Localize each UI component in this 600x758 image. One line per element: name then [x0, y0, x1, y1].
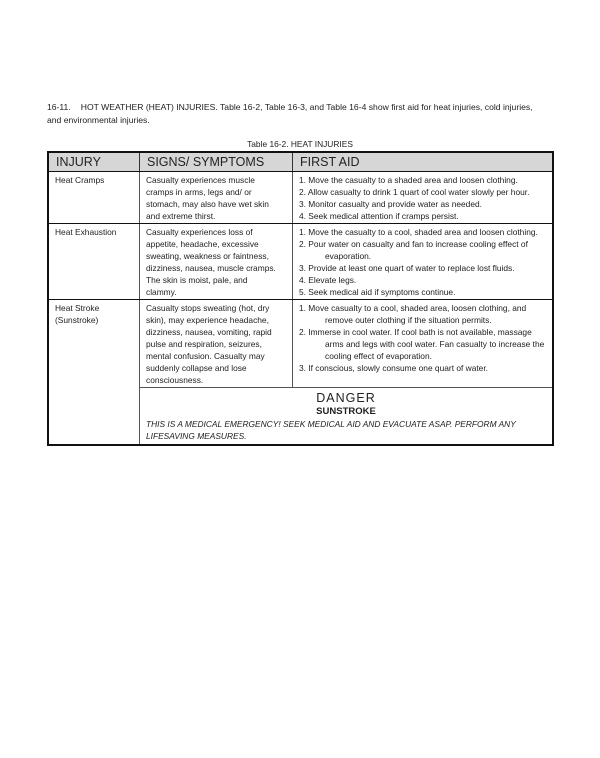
- first-aid-step: 1. Move the casualty to a shaded area and loosen clothing.: [299, 175, 518, 185]
- symptom-line: Casualty experiences muscle: [146, 175, 255, 185]
- symptom-line: cramps in arms, legs and/ or: [146, 187, 252, 197]
- header-injury: INJURY: [48, 152, 140, 172]
- table-row: [48, 300, 553, 388]
- symptom-line: pulse and respiration, seizures,: [146, 339, 262, 349]
- heat-injuries-table: [47, 151, 554, 446]
- intro-text: HOT WEATHER (HEAT) INJURIES. Table 16-2, Table 16-3, and Table 16-4 show first aid for heat injuries, cold injuries,: [80, 102, 533, 112]
- signs-symptoms-cell: [140, 172, 293, 224]
- header-first-aid: FIRST AID: [293, 152, 554, 172]
- first-aid-step: 4. Seek medical attention if cramps persist.: [299, 211, 459, 221]
- first-aid-step: 2. Allow casualty to drink 1 quart of cool water slowly per hour.: [299, 187, 530, 197]
- injury-cell: [48, 300, 140, 446]
- symptom-line: appetite, headache, excessive: [146, 239, 259, 249]
- table-caption: Table 16-2. HEAT INJURIES: [247, 139, 353, 149]
- symptom-line: skin), may experience headache,: [146, 315, 269, 325]
- first-aid-cell: [293, 224, 554, 300]
- symptom-line: stomach, may also have wet skin: [146, 199, 269, 209]
- signs-symptoms-cell: [140, 300, 293, 388]
- first-aid-step: 5. Seek medical aid if symptoms continue.: [299, 287, 456, 297]
- header-signs-symptoms: SIGNS/ SYMPTOMS: [140, 152, 293, 172]
- injury-name: Heat Exhaustion: [55, 227, 117, 237]
- intro-paragraph: [47, 101, 557, 127]
- first-aid-step: 3. Monitor casualty and provide water as needed.: [299, 199, 482, 209]
- intro-text-continued: and environmental injuries.: [47, 115, 150, 125]
- danger-text: THIS IS A MEDICAL EMERGENCY! SEEK MEDICAL AID AND EVACUATE ASAP. PERFORM ANY LIFESAVING MEASURES.: [146, 419, 516, 441]
- table-row: [48, 224, 553, 300]
- injury-cell: [48, 172, 140, 224]
- first-aid-step: 2. Immerse in cool water. If cool bath is not available, massage: [299, 327, 532, 337]
- injury-name: (Sunstroke): [55, 315, 99, 325]
- symptom-line: consciousness.: [146, 375, 204, 385]
- symptom-line: sweating, weakness or faintness,: [146, 251, 269, 261]
- symptom-line: suddenly collapse and lose: [146, 363, 247, 373]
- symptom-line: mental confusion. Casualty may: [146, 351, 265, 361]
- first-aid-step: remove outer clothing if the situation permits.: [325, 315, 492, 325]
- symptom-line: clammy.: [146, 287, 177, 297]
- injury-name: Heat Stroke: [55, 303, 100, 313]
- first-aid-step: 3. If conscious, slowly consume one quart of water.: [299, 363, 488, 373]
- signs-symptoms-cell: [140, 224, 293, 300]
- symptom-line: Casualty stops sweating (hot, dry: [146, 303, 270, 313]
- symptom-line: dizziness, nausea, vomiting, rapid: [146, 327, 272, 337]
- injury-name: Heat Cramps: [55, 175, 105, 185]
- first-aid-step: 1. Move casualty to a cool, shaded area, loosen clothing, and: [299, 303, 527, 313]
- table-header-row: [48, 152, 553, 172]
- danger-title: DANGER: [316, 391, 376, 405]
- first-aid-step: evaporation.: [325, 251, 372, 261]
- danger-notice: [140, 388, 554, 446]
- first-aid-step: 3. Provide at least one quart of water to replace lost fluids.: [299, 263, 515, 273]
- first-aid-cell: [293, 300, 554, 388]
- injury-cell: [48, 224, 140, 300]
- section-number: 16-11.: [47, 102, 71, 112]
- symptom-line: dizziness, nausea, muscle cramps.: [146, 263, 276, 273]
- symptom-line: Casualty experiences loss of: [146, 227, 253, 237]
- first-aid-cell: [293, 172, 554, 224]
- first-aid-step: 4. Elevate legs.: [299, 275, 357, 285]
- first-aid-step: 1. Move the casualty to a cool, shaded area and loosen clothing.: [299, 227, 538, 237]
- symptom-line: The skin is moist, pale, and: [146, 275, 248, 285]
- first-aid-step: arms and legs with cool water. Fan casualty to increase the: [325, 339, 545, 349]
- first-aid-step: 2. Pour water on casualty and fan to increase cooling effect of: [299, 239, 528, 249]
- table-row: [48, 172, 553, 224]
- symptom-line: and extreme thirst.: [146, 211, 216, 221]
- danger-subtitle: SUNSTROKE: [316, 406, 376, 417]
- first-aid-step: cooling effect of evaporation.: [325, 351, 432, 361]
